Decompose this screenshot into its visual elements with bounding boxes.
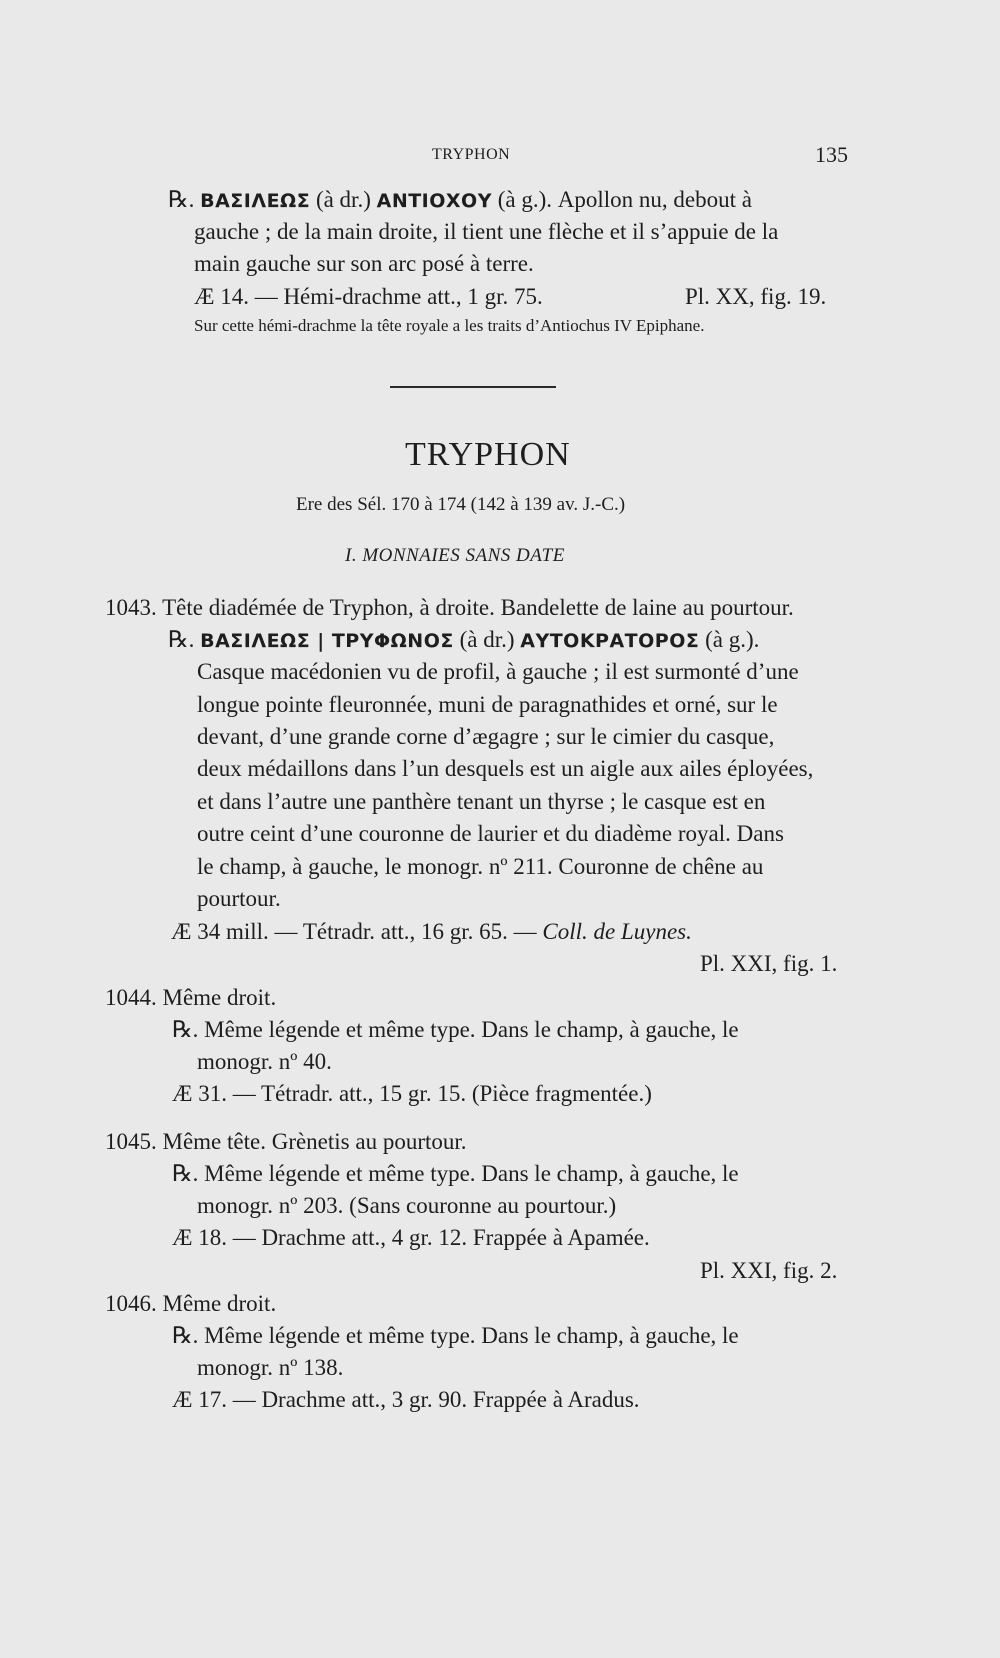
entry-1046-line: monogr. nº 138.	[197, 1355, 344, 1380]
entry-1043-line: longue pointe fleuronnée, muni de paragnathides et orné, sur le	[197, 692, 778, 717]
description-text: (à g.). Apollon nu, debout à	[497, 187, 752, 212]
entry-1044-metrology: Æ 31. — Tétradr. att., 15 gr. 15. (Pièce fragmentée.)	[172, 1081, 652, 1106]
entry-1044-obverse: 1044. Même droit.	[105, 985, 277, 1010]
plate-reference: Pl. XX, fig. 19.	[685, 284, 827, 309]
entry-1043-line: outre ceint d’une couronne de laurier et du diadème royal. Dans	[197, 821, 784, 846]
entry-1045-reverse: ℞. Même légende et même type. Dans le champ, à gauche, le	[172, 1161, 739, 1186]
entry-1043-line: deux médaillons dans l’un desquels est un aigle aux ailes éployées,	[197, 756, 814, 781]
plate-reference: Pl. XXI, fig. 2.	[700, 1258, 838, 1283]
footnote-text: Sur cette hémi-drachme la tête royale a les traits d’Antiochus IV Epiphane.	[194, 316, 705, 335]
legend-position: (à dr.)	[315, 187, 371, 212]
prev-entry-line-2: gauche ; de la main droite, il tient une flèche et il s’appuie de la	[194, 219, 779, 244]
entry-1044-line: monogr. nº 40.	[197, 1049, 332, 1074]
metrology-text: Æ 34 mill. — Tétradr. att., 16 gr. 65. —	[171, 919, 537, 944]
entry-1046-obverse: 1046. Même droit.	[105, 1291, 277, 1316]
plate-reference: Pl. XXI, fig. 1.	[700, 951, 838, 976]
entry-1045-obverse: 1045. Même tête. Grènetis au pourtour.	[105, 1129, 467, 1154]
era-dates: Ere des Sél. 170 à 174 (142 à 139 av. J.-C.)	[296, 494, 626, 515]
collection-name: Coll. de Luynes.	[542, 919, 692, 944]
entry-1043-line: et dans l’autre une panthère tenant un thyrse ; le casque est en	[197, 789, 766, 814]
greek-legend: ΑΝΤΙΟΧΟΥ	[376, 190, 492, 212]
running-title: TRYPHON	[432, 146, 511, 163]
greek-legend: ΑΥΤΟΚΡΑΤΟΡΟΣ	[520, 630, 700, 652]
page-number: 135	[815, 142, 848, 167]
reverse-symbol: ℞.	[168, 187, 195, 212]
entry-1043-line: Casque macédonien vu de profil, à gauche ; il est surmonté d’une	[197, 659, 799, 684]
entry-1043-reverse-legend	[168, 624, 759, 657]
section-divider	[390, 386, 556, 388]
entry-1043-metrology	[171, 916, 692, 947]
prev-entry-line-3: main gauche sur son arc posé à terre.	[194, 251, 534, 276]
entry-1043-line: devant, d’une grande corne d’ægagre ; sur le cimier du casque,	[197, 724, 775, 749]
entry-1046-metrology: Æ 17. — Drachme att., 3 gr. 90. Frappée à Aradus.	[172, 1387, 640, 1412]
entry-1046-reverse: ℞. Même légende et même type. Dans le champ, à gauche, le	[172, 1323, 739, 1348]
entry-1044-reverse: ℞. Même légende et même type. Dans le champ, à gauche, le	[172, 1017, 739, 1042]
entry-1043-obverse: 1043. Tête diadémée de Tryphon, à droite. Bandelette de laine au pourtour.	[105, 595, 794, 620]
entry-1045-line: monogr. nº 203. (Sans couronne au pourtour.)	[197, 1193, 617, 1218]
prev-entry-line-1	[168, 184, 752, 217]
prev-entry-line-4: Æ 14. — Hémi-drachme att., 1 gr. 75.	[194, 284, 543, 309]
section-subheading: I. MONNAIES SANS DATE	[345, 545, 565, 566]
entry-1043-line: pourtour.	[197, 886, 281, 911]
reverse-symbol: ℞.	[168, 627, 195, 652]
section-title: TRYPHON	[405, 436, 571, 473]
entry-1045-metrology: Æ 18. — Drachme att., 4 gr. 12. Frappée à Apamée.	[172, 1225, 650, 1250]
greek-legend: ΒΑΣΙΛΕΩΣ | ΤΡΥΦΩΝΟΣ	[200, 630, 454, 652]
entry-1043-line: le champ, à gauche, le monogr. nº 211. Couronne de chêne au	[197, 854, 764, 879]
legend-position: (à dr.)	[459, 627, 515, 652]
legend-position: (à g.).	[705, 627, 760, 652]
greek-legend: ΒΑΣΙΛΕΩΣ	[200, 190, 311, 212]
